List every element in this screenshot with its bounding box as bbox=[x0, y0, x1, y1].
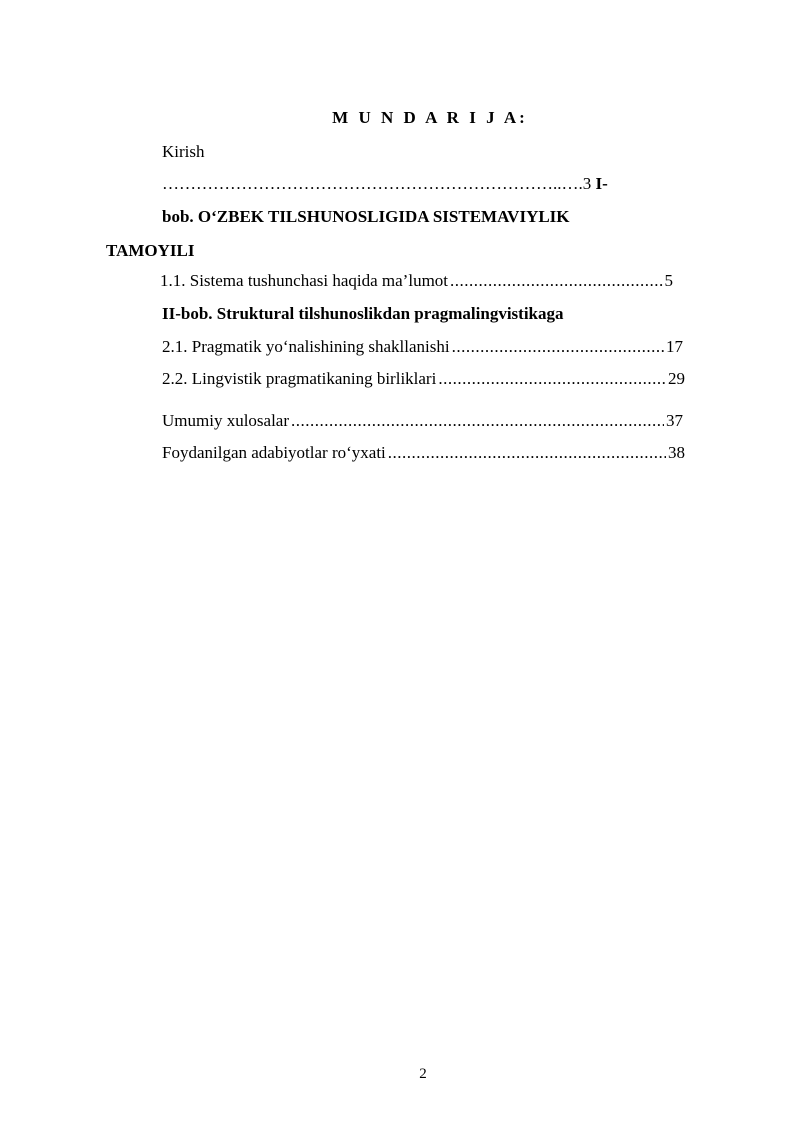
toc-entry-label: 2.2. Lingvistik pragmatikaning birliklari bbox=[162, 369, 437, 388]
toc-entry-label: 2.1. Pragmatik yo‘nalishining shakllanishi bbox=[162, 337, 450, 356]
toc-entry-leader bbox=[388, 443, 666, 463]
toc-entry-leader bbox=[452, 337, 664, 357]
toc-entry-2-1 bbox=[162, 337, 683, 357]
toc-entry-label: Foydanilgan adabiyotlar ro‘yxati bbox=[162, 443, 386, 462]
toc-chapter1-title-line1: bob. O‘ZBEK TILSHUNOSLIGIDA SISTEMAVIYLIK bbox=[162, 207, 570, 226]
toc-intro-page: 3 bbox=[582, 174, 592, 193]
toc-intro-leader: ……………………………………………………………..…. bbox=[162, 174, 583, 193]
toc-entry-1-1 bbox=[160, 271, 673, 291]
toc-entry-page: 29 bbox=[668, 369, 685, 388]
toc-entry-page: 38 bbox=[668, 443, 685, 462]
toc-entry-leader bbox=[291, 411, 664, 431]
toc-entry-page: 5 bbox=[664, 271, 673, 290]
toc-chapter1-title-line2: TAMOYILI bbox=[106, 241, 195, 260]
toc-entry-2-2 bbox=[162, 369, 685, 389]
toc-entry-page: 17 bbox=[666, 337, 683, 356]
toc-entry-label: 1.1. Sistema tushunchasi haqida ma’lumot bbox=[160, 271, 449, 290]
toc-entry-leader bbox=[438, 369, 666, 389]
toc-entry-bibliography bbox=[162, 443, 685, 463]
toc-entry-conclusions bbox=[162, 411, 683, 431]
page-number: 2 bbox=[419, 1066, 427, 1082]
toc-chapter2-title: II-bob. Struktural tilshunoslikdan pragmalingvistikaga bbox=[162, 304, 564, 323]
toc-entry-label: Umumiy xulosalar bbox=[162, 411, 290, 430]
toc-chapter1-prefix: I- bbox=[595, 174, 608, 193]
toc-intro-leader-line bbox=[162, 174, 608, 194]
toc-entry-leader bbox=[450, 271, 662, 291]
toc-entry-page: 37 bbox=[666, 411, 683, 430]
toc-intro-label: Kirish bbox=[162, 142, 205, 161]
page-title: M U N D A R I J A: bbox=[332, 108, 528, 127]
